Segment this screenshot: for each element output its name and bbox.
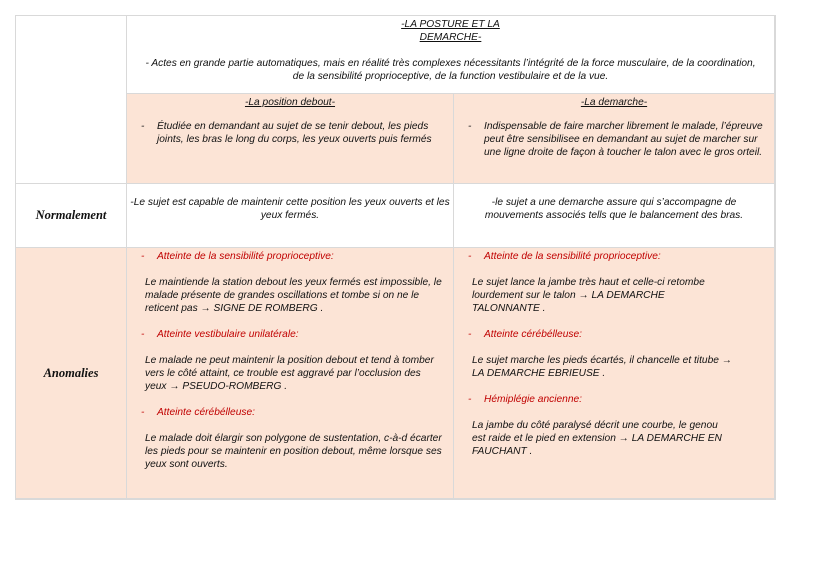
header-cell bbox=[127, 16, 775, 94]
bullet-dash: - bbox=[141, 407, 145, 418]
bullet-dash: - bbox=[468, 329, 472, 340]
anomaly-heading-text: Atteinte de la sensibilité proprioceptive: bbox=[484, 251, 661, 262]
anomaly-description: Le maintiende la station debout les yeux fermés est impossible, le malade présente de grandes oscillations et tombe si on ne le reticent pas → SIGNE DE ROMBERG . bbox=[145, 277, 442, 314]
bullet-dash: - bbox=[468, 121, 472, 132]
bullet-dash: - bbox=[141, 121, 145, 132]
page-title-line1: -LA POSTURE ET LA bbox=[401, 19, 500, 30]
anomaly-heading bbox=[139, 328, 443, 341]
gait-definition-text: Indispensable de faire marcher librement le malade, l’épreuve peut être sensibilisee en demandant au sujet de marcher sur une ligne droite de façon à toucher le talon avec le gros orteil. bbox=[484, 121, 763, 158]
anomaly-heading bbox=[466, 328, 734, 341]
anomaly-description: Le malade ne peut maintenir la position debout et tend à tomber vers le côté attaint, ce trouble est aggravé par l’occlusion des yeux → PSEUDO-ROMBERG . bbox=[145, 355, 434, 392]
empty-corner-cell bbox=[16, 16, 127, 184]
anomalies-gait-cell bbox=[454, 248, 775, 499]
bullet-dash: - bbox=[141, 251, 145, 262]
anomaly-description: Le sujet lance la jambe très haut et celle-ci retombe lourdement sur le talon → LA DEMARCHE TALONNANTE . bbox=[472, 277, 705, 314]
anomaly-heading bbox=[139, 406, 443, 419]
anomaly-description: Le malade doit élargir son polygone de sustentation, c-à-d écarter les pieds pour se maintenir en position debout, même lorsque ses yeux sont ouverts. bbox=[145, 433, 442, 470]
anomaly-description: Le sujet marche les pieds écartés, il chancelle et titube → LA DEMARCHE EBRIEUSE . bbox=[472, 355, 732, 379]
anomaly-heading bbox=[466, 250, 734, 263]
posture-table bbox=[15, 15, 776, 500]
normal-gait-cell bbox=[454, 184, 775, 248]
anomalies-posture-list bbox=[139, 250, 443, 471]
bullet-dash: - bbox=[468, 394, 472, 405]
anomaly-description: La jambe du côté paralysé décrit une courbe, le genou est raide et le pied en extension → LA DEMARCHE EN FAUCHANT . bbox=[472, 420, 722, 457]
anomalies-gait-list bbox=[466, 250, 734, 458]
bullet-dash: - bbox=[141, 329, 145, 340]
anomaly-heading bbox=[139, 250, 443, 263]
row-label-normal-text: Normalement bbox=[35, 208, 107, 222]
anomaly-heading-text: Hémiplégie ancienne: bbox=[484, 394, 582, 405]
gait-definition-cell bbox=[454, 94, 775, 184]
anomaly-heading bbox=[466, 393, 734, 406]
anomaly-heading-text: Atteinte cérébélleuse: bbox=[484, 329, 582, 340]
anomaly-heading-text: Atteinte cérébélleuse: bbox=[157, 407, 255, 418]
row-label-anomalies bbox=[16, 248, 127, 499]
normal-posture-cell bbox=[127, 184, 454, 248]
page-title-line2: DEMARCHE- bbox=[419, 32, 482, 43]
gait-column-title: -La demarche- bbox=[580, 97, 648, 108]
posture-definition bbox=[139, 120, 449, 146]
anomaly-heading-text: Atteinte de la sensibilité proprioceptive: bbox=[157, 251, 334, 262]
intro-text: - Actes en grande partie automatiques, mais en réalité très complexes nécessitants l’intégrité de la force musculaire, de la coordination, de la sensibilité proprioceptive, de la function vestibulaire et de la vue. bbox=[145, 58, 756, 82]
row-label-normalement bbox=[16, 184, 127, 248]
gait-definition bbox=[466, 120, 768, 159]
bullet-dash: - bbox=[468, 251, 472, 262]
normal-gait-text: -le sujet a une demarche assure qui s’accompagne de mouvements associés tells que le balancement des bras. bbox=[484, 197, 744, 221]
posture-column-title: -La position debout- bbox=[244, 97, 336, 108]
anomaly-heading-text: Atteinte vestibulaire unilatérale: bbox=[157, 329, 299, 340]
normal-posture-text: -Le sujet est capable de maintenir cette position les yeux ouverts et les yeux fermés. bbox=[130, 197, 450, 221]
posture-definition-cell bbox=[127, 94, 454, 184]
posture-definition-text: Étudiée en demandant au sujet de se tenir debout, les pieds joints, les bras le long du corps, les yeux ouverts puis fermés bbox=[157, 121, 432, 145]
anomalies-posture-cell bbox=[127, 248, 454, 499]
row-label-anomalies-text: Anomalies bbox=[43, 365, 99, 380]
